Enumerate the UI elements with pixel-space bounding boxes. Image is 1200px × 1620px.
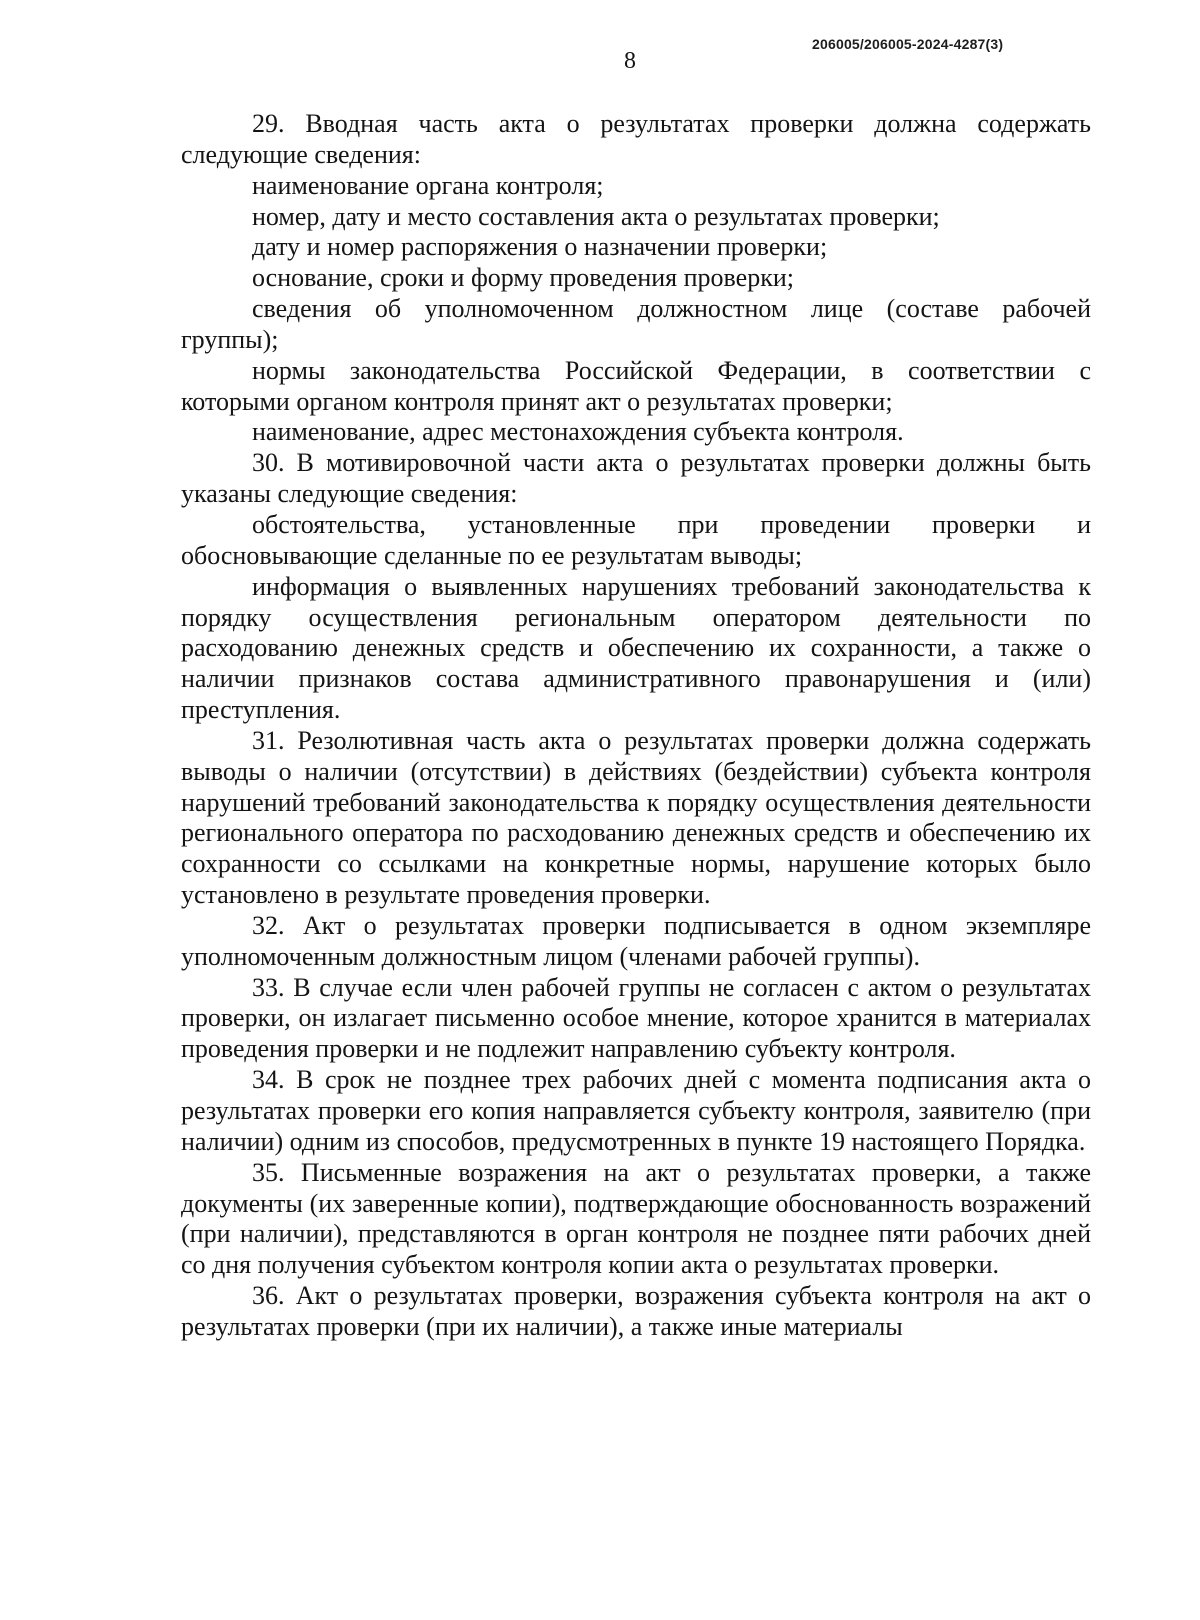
paragraph-32: 32. Акт о результатах проверки подписывается в одном экземпляре уполномоченным должностным лицом (членами рабочей группы). xyxy=(181,910,1091,971)
paragraph-29-item-2: номер, дату и место составления акта о результатах проверки; xyxy=(252,201,940,231)
paragraph-29-item-1: наименование органа контроля; xyxy=(252,170,604,200)
paragraph-29-item-4: основание, сроки и форму проведения проверки; xyxy=(252,263,794,293)
paragraph-29-intro: 29. Вводная часть акта о результатах проверки должна содержать следующие сведения: xyxy=(181,109,1091,169)
page-number: 8 xyxy=(624,48,636,74)
paragraph-33: 33. В случае если член рабочей группы не согласен с актом о результатах проверки, он излагает письменно особое мнение, которое хранится в материалах проведения проверки и не подлежит направлению субъекту контроля. xyxy=(181,972,1091,1064)
document-id: 206005/206005-2024-4287(3) xyxy=(812,36,1004,52)
paragraph-29-item-3: дату и номер распоряжения о назначении проверки; xyxy=(252,232,828,262)
paragraph-30-item-2: информация о выявленных нарушениях требований законодательства к порядку осуществления региональным оператором деятельности по расходованию денежных средств и обеспечению их сохранности, а также о наличии признаков состава административного правонарушения и (или) преступления. xyxy=(181,571,1091,725)
document-body xyxy=(181,109,1091,1343)
paragraph-35: 35. Письменные возражения на акт о результатах проверки, а также документы (их заверенные копии), подтверждающие обоснованность возражений (при наличии), представляются в орган контроля не позднее пяти рабочих дней со дня получения субъектом контроля копии акта о результатах проверки. xyxy=(181,1157,1091,1280)
paragraph-29-item-6: нормы законодательства Российской Федерации, в соответствии с которыми органом контроля принят акт о результатах проверки; xyxy=(181,355,1091,416)
paragraph-34: 34. В срок не позднее трех рабочих дней с момента подписания акта о результатах проверки его копия направляется субъекту контроля, заявителю (при наличии) одним из способов, предусмотренных в пункте 19 настоящего Порядка. xyxy=(181,1065,1091,1156)
paragraph-36: 36. Акт о результатах проверки, возражения субъекта контроля на акт о результатах проверки (при их наличии), а также иные материалы xyxy=(181,1281,1091,1341)
paragraph-31: 31. Резолютивная часть акта о результатах проверки должна содержать выводы о наличии (отсутствии) в действиях (бездействии) субъекта контроля нарушений требований законодательства к порядку осуществления деятельности регионального оператора по расходованию денежных средств и обеспечению их сохранности со ссылками на конкретные нормы, нарушение которых было установлено в результате проведения проверки. xyxy=(181,725,1091,910)
paragraph-29-item-5: сведения об уполномоченном должностном лице (составе рабочей группы); xyxy=(181,294,1091,354)
paragraph-30-intro: 30. В мотивировочной части акта о результатах проверки должны быть указаны следующие сведения: xyxy=(181,448,1091,509)
paragraph-29-item-7: наименование, адрес местонахождения субъекта контроля. xyxy=(252,417,904,447)
paragraph-30-item-1: обстоятельства, установленные при проведении проверки и обосновывающие сделанные по ее результатам выводы; xyxy=(181,509,1091,570)
